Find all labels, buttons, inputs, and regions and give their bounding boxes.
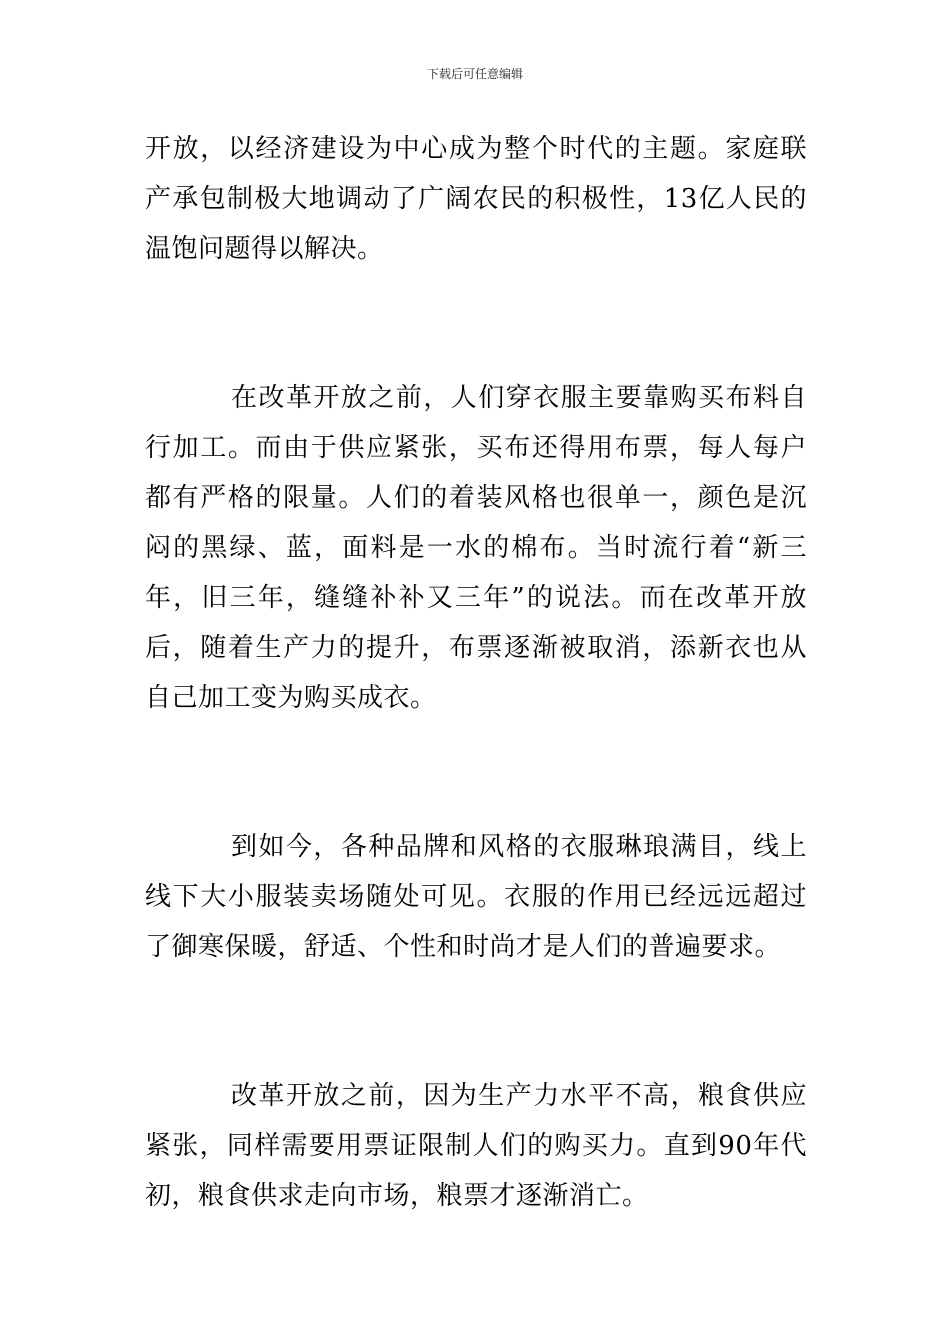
paragraph-1: 开放，以经济建设为中心成为整个时代的主题。家庭联产承包制极大地调动了广阔农民的积极性，13亿人民的温饱问题得以解决。 (145, 134, 807, 264)
paragraph-4: 改革开放之前，因为生产力水平不高，粮食供应紧张，同样需要用票证限制人们的购买力。直到90年代初，粮食供求走向市场，粮票才逐渐消亡。 (145, 1081, 807, 1211)
paragraph-3: 到如今，各种品牌和风格的衣服琳琅满目，线上线下大小服装卖场随处可见。衣服的作用已经远远超过了御寒保暖，舒适、个性和时尚才是人们的普遍要求。 (145, 832, 807, 962)
paragraph-2: 在改革开放之前，人们穿衣服主要靠购买布料自行加工。而由于供应紧张，买布还得用布票，每人每户都有严格的限量。人们的着装风格也很单一，颜色是沉闷的黑绿、蓝，面料是一水的棉布。当时流行着“新三年，旧三年，缝缝补补又三年”的说法。而在改革开放后，随着生产力的提升，布票逐渐被取消，添新衣也从自己加工变为购买成衣。 (145, 383, 807, 713)
page-header: 下载后可任意编辑 (426, 67, 523, 81)
